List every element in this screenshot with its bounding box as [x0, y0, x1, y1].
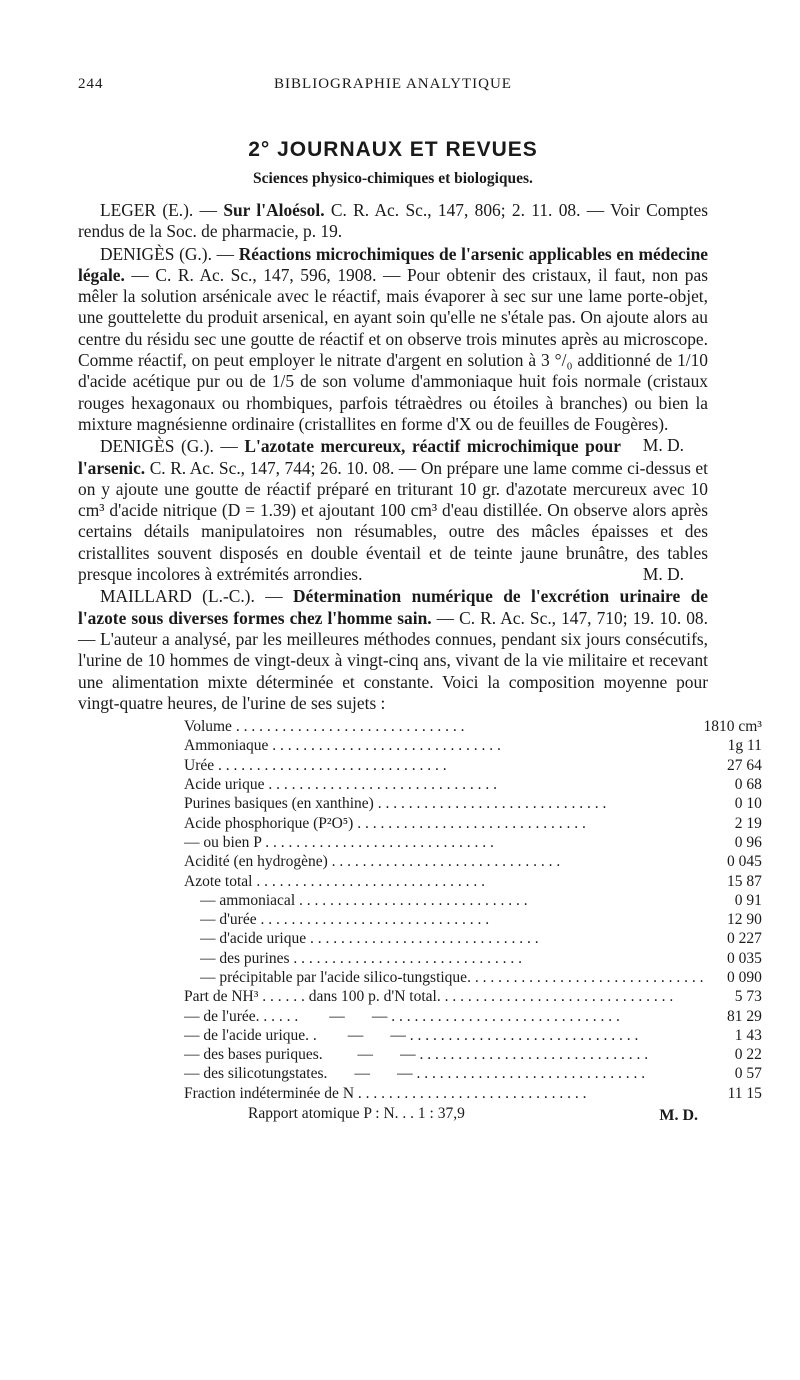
table-row	[184, 929, 782, 948]
table-row	[184, 949, 782, 968]
row-value: 0 68	[734, 776, 762, 794]
row-label: — ammoniacal . . .	[200, 891, 703, 910]
row-label: Urée . . .	[184, 756, 703, 775]
entry-paragraph	[78, 200, 708, 243]
entry-signature: M. D.	[642, 564, 684, 585]
entries	[78, 200, 708, 714]
table-row	[184, 891, 782, 910]
row-value: 0 090	[727, 968, 762, 986]
row-value: 1 43	[734, 1026, 762, 1044]
table-row	[184, 910, 782, 929]
row-label: Acide urique . . .	[184, 775, 703, 794]
row-value: 1g 11	[727, 737, 762, 755]
row-label: — des silicotungstates. — — . . .	[184, 1064, 703, 1083]
table-row	[184, 1007, 782, 1026]
row-label: Azote total . . .	[184, 872, 703, 891]
row-value: 0 22	[734, 1046, 762, 1064]
table-row	[184, 1064, 782, 1083]
entry-reference: C. R. Ac. Sc., 147, 806; 2. 11. 08. — Voir Comptes rendus de la Soc. de pharmacie, p. 19.	[78, 200, 708, 242]
table-row	[184, 756, 782, 775]
row-value: 0 045	[727, 853, 762, 871]
row-value: 0 10	[734, 795, 762, 813]
entry-author: LEGER (E.). —	[100, 200, 217, 220]
row-label: — d'urée . . .	[200, 910, 703, 929]
table-row	[184, 968, 782, 987]
row-label: Fraction indéterminée de N . . .	[184, 1084, 703, 1103]
row-label: Volume . . .	[184, 717, 703, 736]
table-row	[184, 1045, 782, 1064]
table-row	[184, 736, 782, 755]
table-row	[184, 717, 782, 736]
table-row	[184, 987, 782, 1006]
row-value: 0 227	[727, 930, 762, 948]
table-row	[184, 1084, 782, 1103]
row-value: 0 96	[734, 833, 762, 851]
row-value: 27 64	[727, 756, 762, 774]
row-value: 15 87	[727, 872, 762, 890]
running-head	[78, 70, 708, 100]
row-label: Acide phosphorique (P²O⁵) . . .	[184, 814, 703, 833]
row-value: 12 90	[727, 911, 762, 929]
final-signature: M. D.	[659, 1107, 698, 1125]
entry-title: Réactions microchimiques de l'arsenic applicables en médecine légale.	[78, 243, 708, 285]
page	[78, 70, 762, 1125]
table-row	[184, 775, 782, 794]
row-value: 5 73	[734, 988, 762, 1006]
row-label: — d'acide urique . . .	[200, 929, 703, 948]
row-label: — précipitable par l'acide silico-tungstique. . . .	[200, 968, 703, 987]
table-row	[184, 833, 782, 852]
entry-paragraph	[78, 436, 708, 585]
bibliography-entry	[78, 586, 708, 714]
entry-title: L'azotate mercureux, réactif microchimique pour l'arsenic.	[78, 436, 621, 478]
entry-author: DENIGÈS (G.). —	[100, 243, 234, 264]
bibliography-entry	[78, 436, 708, 585]
row-value: 1810 cm³	[703, 718, 762, 736]
table-row	[184, 814, 782, 833]
entry-reference: — C. R. Ac. Sc., 147, 710; 19. 10. 08.	[436, 607, 708, 628]
entry-paragraph	[78, 243, 708, 456]
entry-author: MAILLARD (L.-C.). —	[100, 586, 283, 607]
bibliography-entry	[78, 200, 708, 243]
table-row	[184, 872, 782, 891]
table-row	[184, 1026, 782, 1045]
page-number: 244	[78, 76, 104, 92]
table-row	[184, 852, 782, 871]
row-value: 0 91	[734, 891, 762, 909]
entry-signature: M. D.	[642, 435, 684, 456]
row-label: Ammoniaque . . .	[184, 736, 703, 755]
row-label: Part de NH³ . . . . . . dans 100 p. d'N total. . . .	[184, 987, 703, 1006]
row-value: 2 19	[734, 814, 762, 832]
row-label: Acidité (en hydrogène) . . .	[184, 852, 703, 871]
entry-body: — L'auteur a analysé, par les meilleures méthodes connues, pendant six jours consécutifs, l'urine de 10 hommes de vingt-deux à vingt-cinq ans, vivant de la vie militaire et recevant une alimentation mixte déterminée et constante. Voici la composition moyenne pour vingt-quatre heures, de l'urine de ses sujets :	[78, 628, 708, 713]
row-label: — des purines . . .	[200, 949, 703, 968]
rapport-atomique: Rapport atomique P : N. . . 1 : 37,9	[248, 1105, 465, 1123]
bibliography-entry	[78, 243, 708, 456]
composition-table	[184, 717, 782, 1103]
row-value: 0 57	[734, 1065, 762, 1083]
entry-title: Sur l'Aloésol.	[223, 200, 325, 220]
row-label: Purines basiques (en xanthine) . . .	[184, 794, 703, 813]
entry-paragraph	[78, 586, 708, 714]
row-label: — de l'acide urique. . — — . . .	[184, 1026, 703, 1045]
entry-title: Détermination numérique de l'excrétion urinaire de l'azote sous diverses formes chez l'homme sain.	[78, 586, 708, 628]
running-title: BIBLIOGRAPHIE ANALYTIQUE	[274, 76, 512, 92]
row-label: — ou bien P . . .	[184, 833, 703, 852]
section-title: 2° JOURNAUX ET REVUES	[248, 138, 538, 161]
row-label: — des bases puriques. — — . . .	[184, 1045, 703, 1064]
section-subtitle: Sciences physico-chimiques et biologiques.	[253, 170, 533, 187]
row-value: 81 29	[727, 1007, 762, 1025]
entry-body: — On prépare une lame comme ci-dessus et on y ajoute une goutte de réactif préparé en triturant 10 gr. d'azotate mercureux avec 10 cm³ d'acide nitrique (D = 1.39) et ajoutant 100 cm³ d'eau distillée. On observe alors après certains détails manipulatoires non résumables, outre des mâcles épaisses et des cristallites souvent disposés en double éventail et de teinte jaune brunâtre, des tables presque incolores à extrémités arrondies.	[78, 457, 708, 585]
entry-author: DENIGÈS (G.). —	[100, 436, 238, 457]
table-row	[184, 794, 782, 813]
row-value: 0 035	[727, 949, 762, 967]
entry-body: — Pour obtenir des cristaux, il faut, non pas mêler la solution arsénicale avec le réactif, mais évaporer à sec sur une lame porte-objet, une gouttelette du produit arsenical, en ayant soin qu'elle ne s'étale pas. On ajoute alors au centre du résidu sec une goutte de réactif et on observe trois minutes après au microscope. Comme réactif, on peut employer le nitrate d'argent en solution à 3 °/₀ additionné de 1/10 d'acide acétique pur ou de 1/5 de son volume d'ammoniaque huit fois normale (cristaux rouges hexagonaux ou rhombiques, parfois tétraèdres ou étoiles à branches) ou bien la mixture magnésienne ordinaire (cristallites en forme d'X ou de feuilles de Fougères).	[78, 264, 708, 434]
row-value: 11 15	[727, 1084, 762, 1102]
entry-reference: C. R. Ac. Sc., 147, 744; 26. 10. 08.	[149, 457, 395, 478]
entry-reference: — C. R. Ac. Sc., 147, 596, 1908.	[131, 264, 377, 285]
row-label: — de l'urée. . . . . . — — . . .	[184, 1007, 703, 1026]
